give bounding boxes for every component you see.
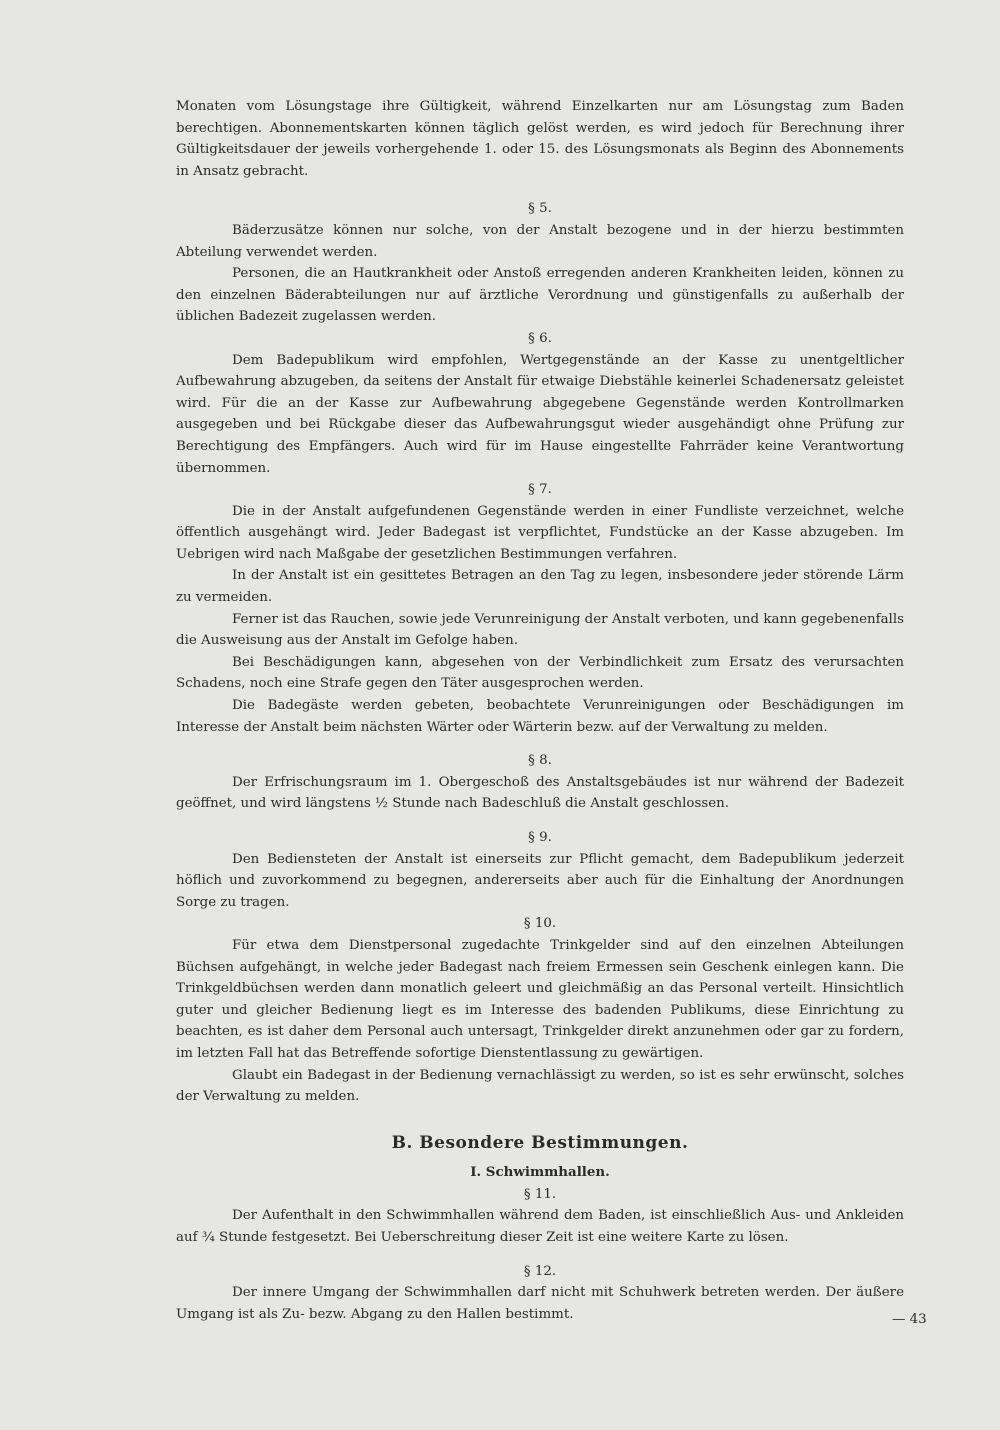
section-10-heading: § 10. [523,916,557,932]
section-7-paragraph-3: Ferner ist das Rauchen, sowie jede Verunreinigung der Anstalt verboten, und kann gegebenenfalls die Ausweisung aus der Anstalt im Gefolge haben. [176,611,904,649]
section-7-paragraph-2: In der Anstalt ist ein gesittetes Betragen an den Tag zu legen, insbesondere jeder störende Lärm zu vermeiden. [176,568,904,606]
section-6-heading: § 6. [528,330,552,346]
section-8-heading: § 8. [528,753,552,769]
section-12-paragraph: Der innere Umgang der Schwimmhallen darf nicht mit Schuhwerk betreten werden. Der äußere Umgang ist als Zu- bezw. Abgang zu den Hallen bestimmt. [176,1285,904,1322]
swimming-halls-heading: I. Schwimmhallen. [470,1163,610,1180]
section-7-heading: § 7. [528,482,552,498]
section-12-heading: § 12. [523,1263,557,1279]
section-11-paragraph: Der Aufenthalt in den Schwimmhallen während dem Baden, ist einschließlich Aus- und Ankleiden auf ¾ Stunde festgesetzt. Bei Ueberschreitung dieser Zeit ist eine weitere Karte zu lösen. [176,1208,904,1245]
section-11-heading: § 11. [523,1186,557,1202]
section-5-paragraph-2: Personen, die an Hautkrankheit oder Anstoß erregenden anderen Krankheiten leiden, können zu den einzelnen Bäderabteilungen nur auf ärztliche Verordnung und günstigenfalls zu außerhalb der üblichen Badezeit zugelassen werden. [176,266,904,325]
section-5-heading: § 5. [528,201,552,217]
section-9-heading: § 9. [528,830,552,845]
paragraph-continued: Monaten vom Lösungstage ihre Gültigkeit, während Einzelkarten nur am Lösungstag zum Baden berechtigen. Abonnementskarten können täglich gelöst werden, es wird jedoch für Berechnung ihrer Gültigkeitsdauer der jeweils vorhergehende 1. oder 15. des Lösungsmonats als Beginn des Abonnements in Ansatz gebracht. [176,99,904,179]
section-6-paragraph: Dem Badepublikum wird empfohlen, Wertgegenstände an der Kasse zu unentgeltlicher Aufbewahrung abzugeben, da seitens der Anstalt für etwaige Diebstähle keinerlei Schadenersatz geleistet wird. Für die an der Kasse zur Aufbewahrung abgegebene Gegenstände werden Kontrollmarken ausgegeben und bei Rückgabe dieser das Aufbewahrungsgut wieder ausgehändigt ohne Prüfung zur Berechtigung des Empfängers. Auch wird für im Hause eingestellte Fahrräder keine Verantwortung übernommen. [176,352,904,476]
section-5-paragraph-1: Bäderzusätze können nur solche, von der Anstalt bezogene und in der hierzu bestimmten Abteilung verwendet werden. [176,222,904,260]
section-10-paragraph-2: Glaubt ein Badegast in der Bedienung vernachlässigt zu werden, so ist es sehr erwünscht, solches der Verwaltung zu melden. [176,1067,904,1105]
section-7-paragraph-5: Die Badegäste werden gebeten, beobachtete Verunreinigungen oder Beschädigungen im Interesse der Anstalt beim nächsten Wärter oder Wärterin bezw. auf der Verwaltung zu melden. [176,698,904,735]
special-provisions-heading: B. Besondere Bestimmungen. [391,1132,689,1153]
section-10-paragraph-1: Für etwa dem Dienstpersonal zugedachte Trinkgelder sind auf den einzelnen Abteilungen Büchsen aufgehängt, in welche jeder Badegast nach freiem Ermessen sein Geschenk einlegen kann. Die Trinkgeldbüchsen werden dann monatlich geleert und gleichmäßig an das Personal verteilt. Hinsichtlich guter und gleicher Bedienung liegt es im Interesse des badenden Publikums, diese Einrichtung zu beachten, es ist daher dem Personal auch untersagt, Trinkgelder direkt anzunehmen oder gar zu fordern, im letzten Fall hat das Betreffende sofortige Dienstentlassung zu gewärtigen. [176,937,904,1061]
section-9-paragraph: Den Bediensteten der Anstalt ist einerseits zur Pflicht gemacht, dem Badepublikum jederzeit höflich und zuvorkommend zu begegnen, andererseits aber auch für die Einhaltung der Anordnungen Sorge zu tragen. [176,851,904,910]
section-7-paragraph-4: Bei Beschädigungen kann, abgesehen von der Verbindlichkeit zum Ersatz des verursachten Schadens, noch eine Strafe gegen den Täter ausgesprochen werden. [176,654,904,692]
section-8-paragraph: Der Erfrischungsraum im 1. Obergeschoß des Anstaltsgebäudes ist nur während der Badezeit geöffnet, und wird längstens ½ Stunde nach Badeschluß die Anstalt geschlossen. [176,774,904,812]
page-number: — 43 [892,1312,927,1327]
section-7-paragraph-1: Die in der Anstalt aufgefundenen Gegenstände werden in einer Fundliste verzeichnet, welche öffentlich ausgehängt wird. Jeder Badegast ist verpflichtet, Fundstücke an der Kasse abzugeben. Im Uebrigen wird nach Maßgabe der gesetzlichen Bestimmungen verfahren. [176,503,904,562]
